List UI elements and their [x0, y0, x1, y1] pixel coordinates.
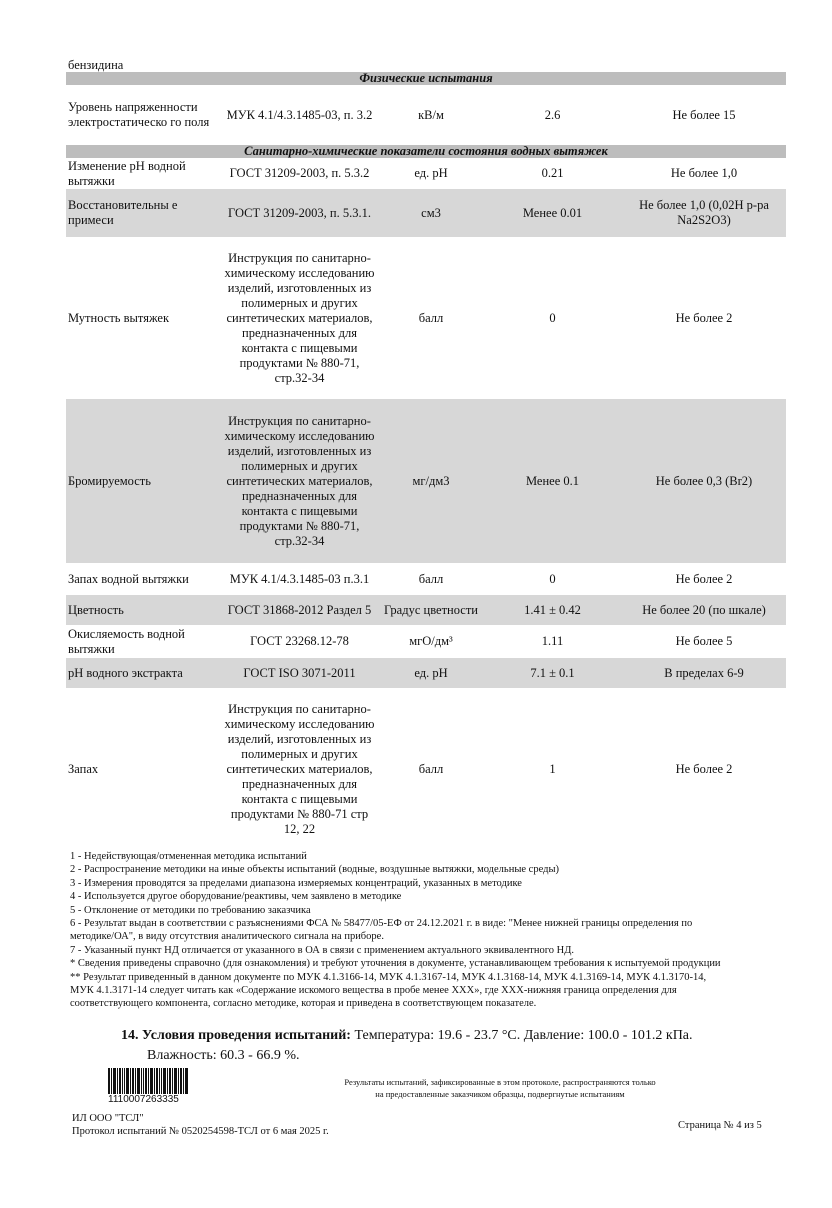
disclaimer — [300, 1076, 700, 1100]
unit-cell: балл — [418, 761, 444, 776]
section-title: Санитарно-химические показатели состояния водных вытяжек — [66, 145, 786, 158]
unit-cell: ед. pH — [414, 166, 448, 180]
table-row — [66, 399, 786, 563]
indicator-cell: Запах водной вытяжки — [68, 571, 189, 586]
indicator-cell: pH водного экстракта — [66, 658, 220, 688]
result-cell: 0 — [549, 571, 556, 586]
method-cell: Инструкция по санитарно-химическому исследованию изделий, изготовленных из полимерных и других синтетических материалов, предназначенных для контакта с пищевыми продуктами № 880-71, стр.32-34 — [224, 250, 375, 385]
result-cell: 1 — [549, 761, 556, 776]
indicator-cell: Изменение pH водной вытяжки — [68, 158, 186, 188]
footnote: соответствующего компонента, согласно методике, которая и приведена в соответствующем показателе. — [70, 998, 537, 1010]
norm-cell: Не более 1,0 (0,02Н р-ра Na2S2O3) — [622, 189, 786, 237]
section-title: Физические испытания — [66, 72, 786, 85]
norm-cell: Не более 0,3 (Br2) — [622, 399, 786, 563]
result-cell: 1.11 — [541, 634, 564, 648]
norm-cell: Не более 2 — [675, 761, 733, 776]
footnote: 7 - Указанный пункт НД отличается от указанного в ОА в связи с применением актуального эквивалентного НД. — [70, 944, 575, 956]
footnote: 5 - Отклонение от методики по требованию заказчика — [70, 904, 311, 916]
conditions-humidity: Влажность: 60.3 - 66.9 %. — [147, 1048, 300, 1063]
norm-cell: В пределах 6-9 — [622, 658, 786, 688]
indicator-cell: Уровень напряженности электростатическо го поля — [68, 100, 210, 129]
footnote: методике/ОА", в виду отсутствия аналитического сигнала на приборе. — [70, 931, 384, 943]
footnote: * Сведения приведены справочно (для ознакомления) и требуют уточнения в документе, устанавливающем требования к испытуемой продукции — [70, 958, 721, 970]
table-row — [66, 595, 786, 625]
footnote: 1 - Недействующая/отмененная методика испытаний — [70, 851, 307, 862]
unit-cell: ед. pH — [379, 658, 483, 688]
unit-cell: мг/дм3 — [379, 399, 483, 563]
indicator-cell: Окисляемость водной вытяжки — [68, 626, 185, 656]
unit-cell: балл — [418, 571, 444, 586]
norm-cell: Не более 2 — [675, 310, 733, 325]
result-cell: 7.1 ± 0.1 — [483, 658, 622, 688]
norm-cell: Не более 15 — [672, 107, 736, 122]
unit-cell: кВ/м — [418, 107, 444, 122]
section-heading: Условия проведения испытаний: — [142, 1028, 351, 1043]
conditions-text: Температура: 19.6 - 23.7 °С. Давление: 100.0 - 101.2 кПа. — [354, 1028, 693, 1043]
disclaimer-line: Результаты испытаний, зафиксированные в этом протоколе, распространяются только — [344, 1077, 656, 1087]
section-header-sanitary — [66, 145, 786, 158]
section-header-physical — [66, 72, 786, 85]
test-conditions — [121, 1026, 781, 1066]
disclaimer-line: на предоставленные заказчиком образцы, подвергнутые испытаниям — [375, 1089, 625, 1099]
indicator-cell: Бромируемость — [66, 399, 220, 563]
result-cell: Менее 0.01 — [483, 189, 622, 237]
barcode-icon — [108, 1068, 188, 1094]
result-cell: Менее 0.1 — [483, 399, 622, 563]
table-row — [66, 237, 786, 399]
indicator-cell: Запах — [68, 761, 99, 776]
footnotes — [70, 850, 770, 1011]
footer-info — [72, 1112, 329, 1138]
indicator-cell: Цветность — [66, 595, 220, 625]
footer-org: ИЛ ООО "ТСЛ" — [72, 1113, 144, 1124]
result-cell: 1.41 ± 0.42 — [483, 595, 622, 625]
page-number: Страница № 4 из 5 — [678, 1120, 762, 1131]
unit-cell: Градус цветности — [379, 595, 483, 625]
indicator-cell: Восстановительны е примеси — [66, 189, 220, 237]
method-cell: Инструкция по санитарно-химическому исследованию изделий, изготовленных из полимерных и других синтетических материалов, предназначенных для контакта с пищевыми продуктами № 880-71, стр.32-34 — [220, 399, 379, 563]
method-cell: Инструкция по санитарно-химическому исследованию изделий, изготовленных из полимерных и других синтетических материалов, предназначенных для контакта с пищевыми продуктами № 880-71 стр 12, 22 — [224, 701, 375, 836]
footnote: 3 - Измерения проводятся за пределами диапазона измеряемых концентраций, указанных в методике — [70, 877, 522, 889]
norm-cell: Не более 1,0 — [670, 166, 738, 180]
method-cell: ГОСТ 31209-2003, п. 5.3.1. — [220, 189, 379, 237]
footnote: 4 - Используется другое оборудование/реактивы, чем заявлено в методике — [70, 891, 402, 903]
barcode-number: 1110007263335 — [108, 1094, 179, 1105]
table-row — [66, 688, 786, 850]
footnote: ** Результат приведенный в данном документе по МУК 4.1.3166-14, МУК 4.1.3167-14, МУК 4.1.3168-14, МУК 4.1.3169-14, МУК 4.1.3170-14, — [70, 971, 707, 983]
table-row — [66, 625, 786, 658]
table-row — [66, 85, 786, 145]
section-number: 14. — [121, 1028, 139, 1043]
table-row — [66, 658, 786, 688]
table-row — [66, 563, 786, 595]
norm-cell: Не более 2 — [675, 571, 733, 586]
result-cell: 0 — [549, 310, 556, 325]
method-cell: МУК 4.1/4.3.1485-03, п. 3.2 — [226, 107, 373, 122]
results-table — [66, 59, 786, 850]
result-cell: 2.6 — [544, 107, 561, 122]
method-cell: ГОСТ ISO 3071-2011 — [220, 658, 379, 688]
table-row — [66, 189, 786, 237]
unit-cell: см3 — [379, 189, 483, 237]
table-row — [66, 158, 786, 189]
norm-cell: Не более 20 (по шкале) — [622, 595, 786, 625]
unit-cell: балл — [418, 310, 444, 325]
footnote: МУК 4.1.3171-14 следует читать как «Содержание искомого вещества в пробе менее XXX», где XXX-нижняя граница определения для — [70, 985, 677, 997]
method-cell: ГОСТ 23268.12-78 — [250, 634, 349, 648]
footnote: 6 - Результат выдан в соответствии с разъяснениями ФСА № 58477/05-ЕФ от 24.12.2021 г. в виде: "Менее нижней границы определения по — [70, 918, 693, 930]
method-cell: МУК 4.1/4.3.1485-03 п.3.1 — [229, 571, 370, 586]
method-cell: ГОСТ 31868-2012 Раздел 5 — [220, 595, 379, 625]
norm-cell: Не более 5 — [675, 634, 733, 648]
result-cell: 0.21 — [541, 166, 564, 180]
footnote: 2 - Распространение методики на иные объекты испытаний (водные, воздушные вытяжки, модельные среды) — [70, 864, 559, 876]
unit-cell: мгО/дм³ — [409, 634, 453, 648]
footer-protocol: Протокол испытаний № 0520254598-ТСЛ от 6 мая 2025 г. — [72, 1126, 329, 1137]
indicator-cell: Мутность вытяжек — [68, 310, 170, 325]
method-cell: ГОСТ 31209-2003, п. 5.3.2 — [229, 166, 370, 180]
row-fragment-cell: бензидина — [68, 58, 124, 72]
